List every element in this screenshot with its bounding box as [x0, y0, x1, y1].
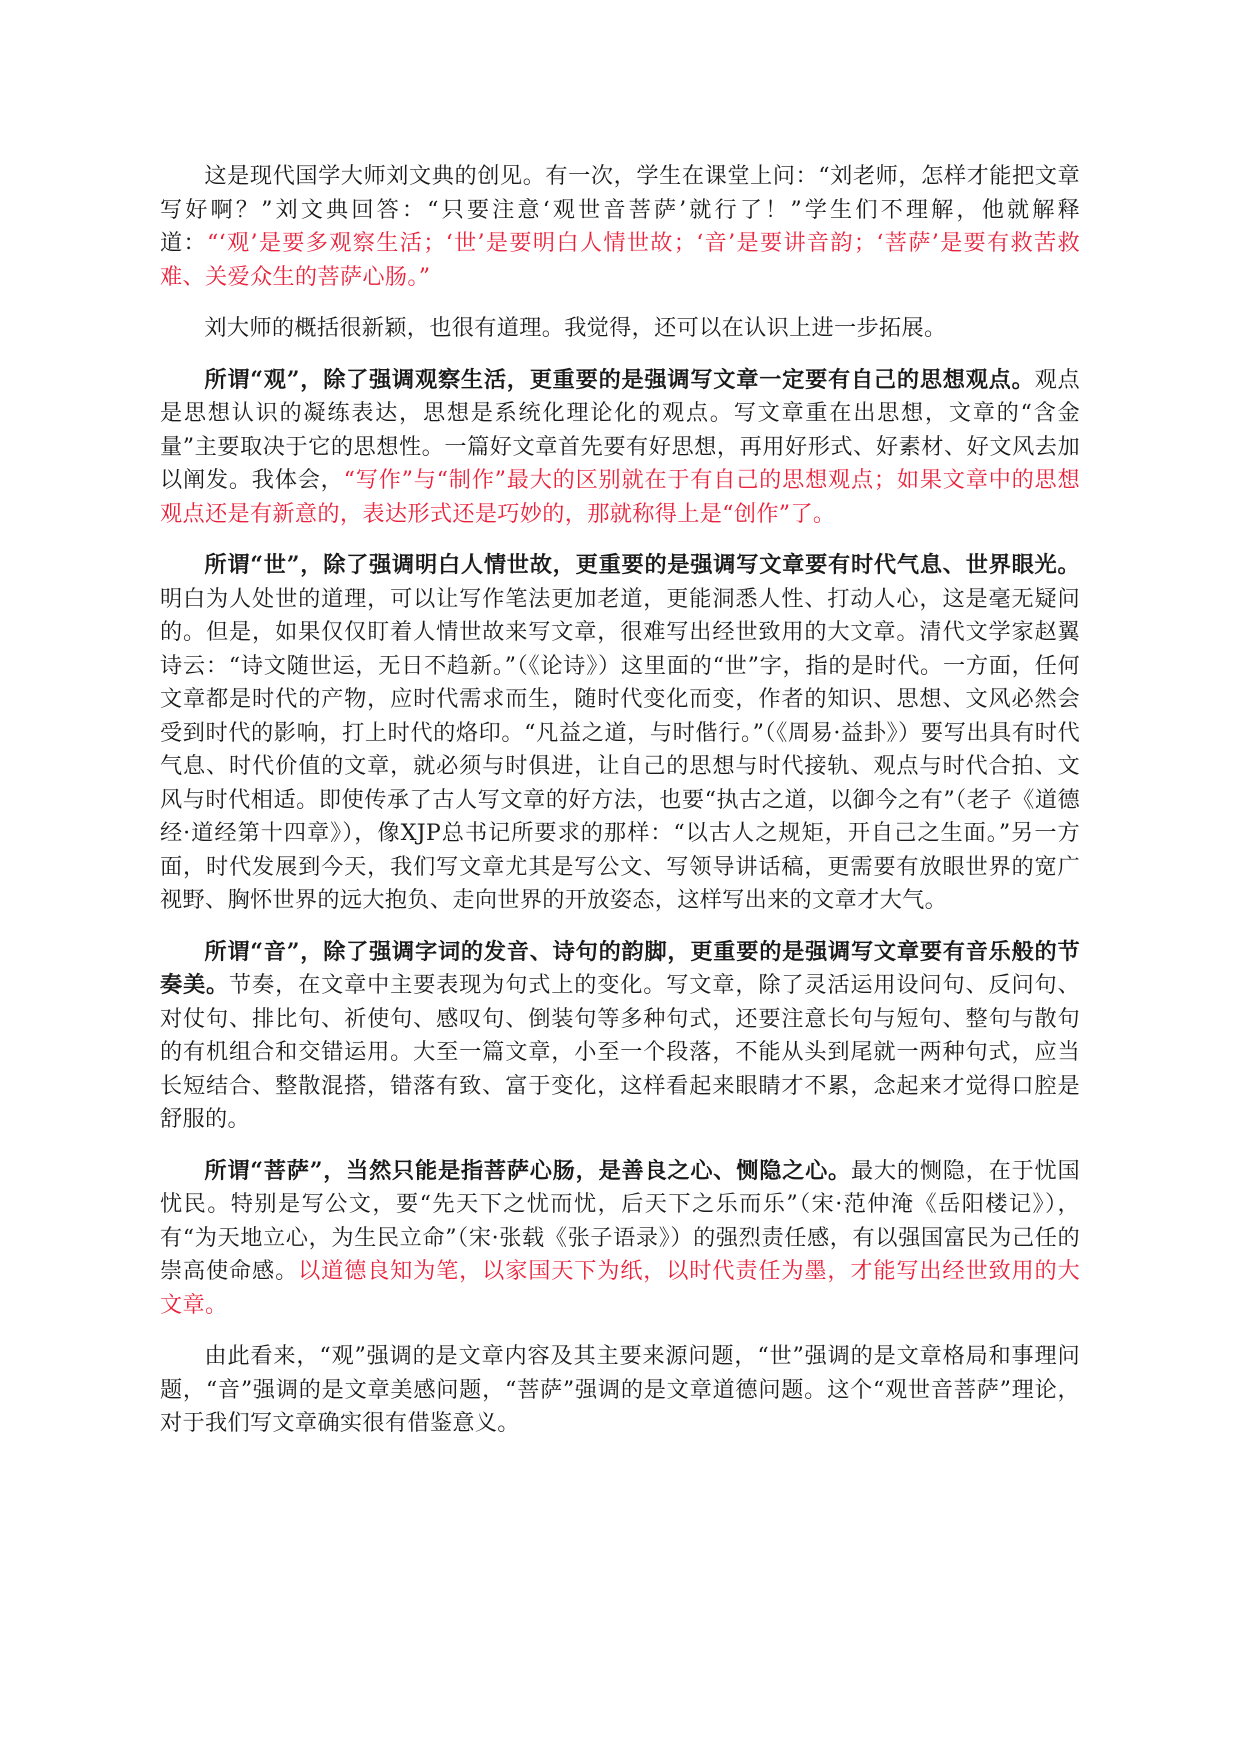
shi-lead: 所谓“世”，除了强调明白人情世故，更重要的是强调写文章要有时代气息、世界眼光。 [204, 552, 1080, 578]
guan-lead: 所谓“观”，除了强调观察生活，更重要的是强调写文章一定要有自己的思想观点。 [204, 366, 1035, 393]
intro-highlight: “‘观’是要多观察生活；‘世’是要明白人情世故；‘音’是要讲音韵；‘菩萨’是要有救苦救难、关爱众生的菩萨心肠。” [160, 230, 1080, 290]
pusa-body: 最大的恻隐，在于忧国忧民。特别是写公文，要“先天下之忧而忧，后天下之乐而乐”（宋·范仲淹《岳阳楼记》），有“为天地立心，为生民立命”（宋·张载《张子语录》）的强烈责任感，有以强国富民为己任的崇高使命感。 [160, 1157, 1080, 1284]
yin-lead: 所谓“音”，除了强调字词的发音、诗句的韵脚，更重要的是强调写文章要有音乐般的节奏美。 [160, 938, 1080, 998]
paragraph-pusa [160, 1155, 1080, 1323]
paragraph-yin [160, 936, 1080, 1137]
intro-text: 这是现代国学大师刘文典的创见。有一次，学生在课堂上问：“刘老师，怎样才能把文章写好啊？”刘文典回答：“只要注意‘观世音菩萨’就行了！”学生们不理解，他就解释道： [160, 163, 1080, 256]
shi-body: 明白为人处世的道理，可以让写作笔法更加老道，更能洞悉人性、打动人心，这是毫无疑问的。但是，如果仅仅盯着人情世故来写文章，很难写出经世致用的大文章。清代文学家赵翼诗云：“诗文随世运，无日不趋新。”（《论诗》）这里面的“世”字，指的是时代。一方面，任何文章都是时代的产物，应时代需求而生，随时代变化而变，作者的知识、思想、文风必然会受到时代的影响，打上时代的烙印。“凡益之道，与时偕行。”（《周易·益卦》）要写出具有时代气息、时代价值的文章，就必须与时俱进，让自己的思想与时代接轨、观点与时代合拍、文风与时代相适。即使传承了古人写文章的好方法，也要“执古之道，以御今之有”（老子《道德经·道经第十四章》），像XJP总书记所要求的那样：“以古人之规矩，开自己之生面。”另一方面，时代发展到今天，我们写文章尤其是写公文、写领导讲话稿，更需要有放眼世界的宽广视野、胸怀世界的远大抱负、走向世界的开放姿态，这样写出来的文章才大气。 [160, 585, 1080, 913]
conclusion-text: 由此看来，“观”强调的是文章内容及其主要来源问题，“世”强调的是文章格局和事理问题，“音”强调的是文章美感问题，“菩萨”强调的是文章道德问题。这个“观世音菩萨”理论，对于我们写文章确实很有借鉴意义。 [160, 1343, 1080, 1436]
guan-body: 观点是思想认识的凝练表达，思想是系统化理论化的观点。写文章重在出思想，文章的“含金量”主要取决于它的思想性。一篇好文章首先要有好思想，再用好形式、好素材、好文风去加以阐发。我体会， [160, 366, 1080, 493]
document-body [160, 160, 1080, 1459]
pusa-highlight: 以道德良知为笔，以家国天下为纸，以时代责任为墨，才能写出经世致用的大文章。 [160, 1258, 1080, 1318]
paragraph-intro [160, 160, 1080, 294]
paragraph-conclusion [160, 1340, 1080, 1441]
transition-text: 刘大师的概括很新颖，也很有道理。我觉得，还可以在认识上进一步拓展。 [204, 315, 947, 341]
paragraph-shi [160, 549, 1080, 918]
paragraph-transition [160, 312, 1080, 346]
yin-body: 节奏，在文章中主要表现为句式上的变化。写文章，除了灵活运用设问句、反问句、对仗句、排比句、祈使句、感叹句、倒装句等多种句式，还要注意长句与短句、整句与散句的有机组合和交错运用。大至一篇文章，小至一个段落，不能从头到尾就一两种句式，应当长短结合、整散混搭，错落有致、富于变化，这样看起来眼睛才不累，念起来才觉得口腔是舒服的。 [160, 972, 1080, 1132]
pusa-lead: 所谓“菩萨”，当然只能是指菩萨心肠，是善良之心、恻隐之心。 [204, 1157, 851, 1184]
guan-highlight: “写作”与“制作”最大的区别就在于有自己的思想观点；如果文章中的思想观点还是有新意的，表达形式还是巧妙的，那就称得上是“创作”了。 [160, 467, 1080, 527]
paragraph-guan [160, 364, 1080, 532]
